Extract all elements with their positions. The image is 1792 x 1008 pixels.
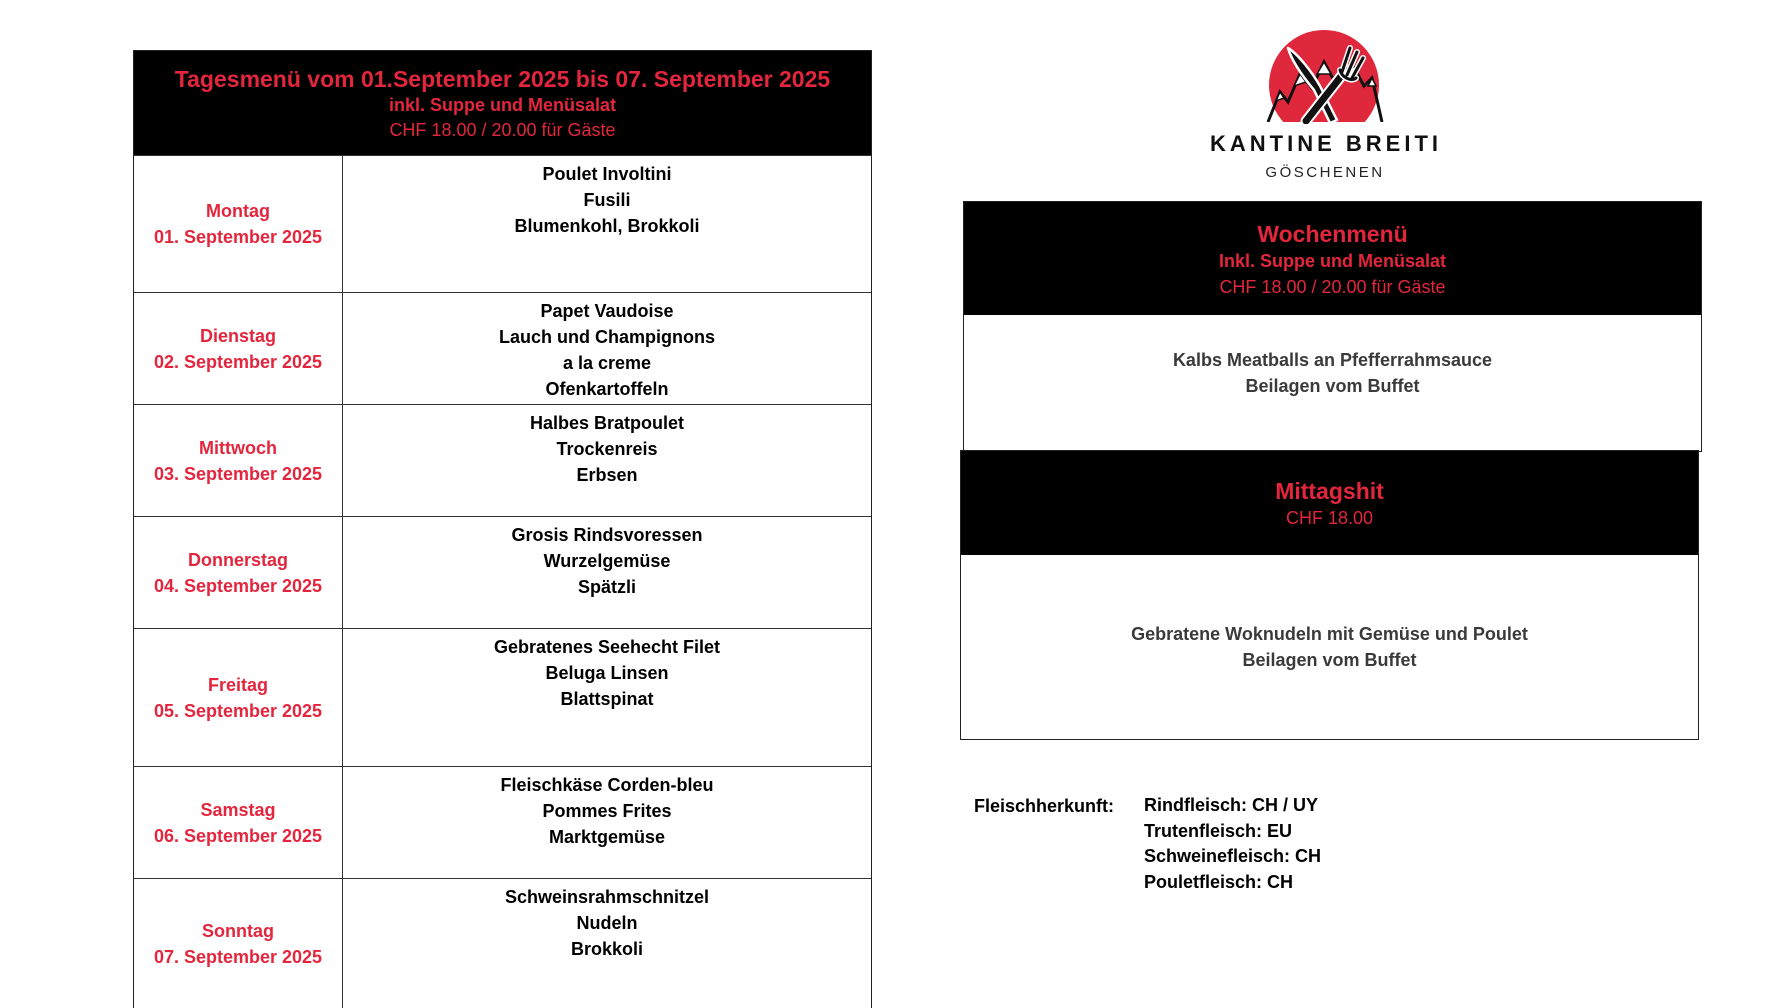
meat-origin-list: [1144, 793, 1321, 895]
dish-line: Nudeln: [576, 913, 638, 933]
dish-line: Fleischkäse Corden-bleu: [500, 775, 714, 795]
weekday-label: Freitag: [207, 674, 268, 695]
dishes-cell: [343, 767, 871, 878]
dish-line: Ofenkartoffeln: [545, 379, 669, 399]
dish-line: Fusili: [583, 190, 631, 210]
dishes-cell: [343, 405, 871, 516]
dish-line: Gebratenes Seehecht Filet: [493, 637, 721, 657]
meat-origin-entry: Trutenfleisch: EU: [1144, 820, 1293, 841]
daily-menu-title: Tagesmenü vom 01.September 2025 bis 07. September 2025: [174, 66, 831, 92]
day-cell: [134, 879, 343, 1008]
weekly-menu-body: [964, 315, 1701, 399]
date-label: 01. September 2025: [153, 227, 323, 247]
lunch-hit-body: [961, 555, 1698, 673]
daily-menu-table: [133, 50, 872, 1008]
logo-place: GÖSCHENEN: [1265, 164, 1385, 181]
weekday-label: Donnerstag: [187, 549, 288, 570]
day-row-wednesday: [134, 404, 871, 516]
day-row-thursday: [134, 516, 871, 628]
dish-line: a la creme: [562, 353, 652, 373]
menu-item-line: Beilagen vom Buffet: [1242, 650, 1417, 670]
dish-line: Blattspinat: [560, 689, 654, 709]
lunch-hit-header: [961, 451, 1698, 555]
date-label: 06. September 2025: [153, 825, 323, 846]
day-cell: [134, 517, 343, 628]
dish-line: Spätzli: [577, 577, 636, 597]
dish-line: Erbsen: [576, 465, 638, 485]
day-row-saturday: [134, 766, 871, 878]
daily-menu-subtitle: inkl. Suppe und Menüsalat: [388, 95, 617, 115]
dish-line: Poulet Involtini: [542, 164, 672, 184]
meat-origin-entry: Schweinefleisch: CH: [1144, 846, 1322, 867]
dishes-cell: [343, 293, 871, 404]
dishes-cell: [343, 517, 871, 628]
date-label: 05. September 2025: [153, 700, 323, 721]
day-cell: [134, 293, 343, 404]
meat-origin-entry: Pouletfleisch: CH: [1144, 871, 1294, 892]
date-label: 07. September 2025: [153, 946, 323, 967]
dish-line: Pommes Frites: [542, 801, 672, 821]
day-cell: [134, 405, 343, 516]
menu-item-line: Beilagen vom Buffet: [1245, 376, 1420, 396]
weekly-menu-subtitle: Inkl. Suppe und Menüsalat: [1218, 251, 1447, 271]
menu-item-line: Gebratene Woknudeln mit Gemüse und Poulet: [1131, 624, 1528, 644]
dish-line: Lauch und Champignons: [499, 327, 715, 347]
day-cell: [134, 767, 343, 878]
dish-line: Wurzelgemüse: [543, 551, 671, 571]
date-label: 04. September 2025: [153, 575, 323, 596]
dish-line: Schweinsrahmschnitzel: [504, 887, 710, 907]
weekday-label: Samstag: [200, 799, 276, 820]
day-row-monday: [134, 155, 871, 292]
lunch-hit-price: CHF 18.00: [1285, 508, 1374, 528]
day-row-tuesday: [134, 292, 871, 404]
lunch-hit-title: Mittagshit: [1275, 478, 1384, 504]
dishes-cell: [343, 629, 871, 766]
weekday-label: Montag: [206, 201, 270, 221]
logo-name: KANTINE BREITI: [1210, 131, 1442, 156]
dish-line: Halbes Bratpoulet: [529, 413, 685, 433]
date-label: 02. September 2025: [153, 351, 323, 372]
weekday-label: Sonntag: [202, 920, 274, 941]
dish-line: Trockenreis: [556, 439, 658, 459]
weekly-menu-price: CHF 18.00 / 20.00 für Gäste: [1219, 277, 1446, 297]
lunch-hit-box: [960, 450, 1699, 740]
date-label: 03. September 2025: [153, 463, 323, 484]
dish-line: Beluga Linsen: [545, 663, 669, 683]
menu-item-line: Kalbs Meatballs an Pfefferrahmsauce: [1172, 350, 1493, 370]
dish-line: Marktgemüse: [548, 827, 666, 847]
day-cell: [134, 156, 343, 292]
weekday-label: Dienstag: [199, 325, 277, 346]
dishes-cell: [343, 156, 871, 292]
daily-menu-header: [134, 51, 871, 155]
meat-origin-entry: Rindfleisch: CH / UY: [1144, 795, 1319, 815]
dish-line: Blumenkohl, Brokkoli: [514, 216, 700, 236]
day-row-sunday: [134, 878, 871, 1008]
dish-line: Brokkoli: [570, 939, 644, 959]
daily-menu-price: CHF 18.00 / 20.00 für Gäste: [389, 120, 616, 140]
weekly-menu-box: [963, 201, 1702, 452]
weekly-menu-header: [964, 202, 1701, 315]
crossed-knife-fork-mountains-icon: [1264, 28, 1384, 124]
meat-origin-label: Fleischherkunft:: [974, 796, 1115, 816]
weekly-menu-title: Wochenmenü: [1257, 221, 1408, 247]
day-cell: [134, 629, 343, 766]
dish-line: Grosis Rindsvoressen: [511, 525, 703, 545]
weekday-label: Mittwoch: [199, 437, 277, 458]
dish-line: Papet Vaudoise: [540, 301, 674, 321]
day-row-friday: [134, 628, 871, 766]
dishes-cell: [343, 879, 871, 1008]
